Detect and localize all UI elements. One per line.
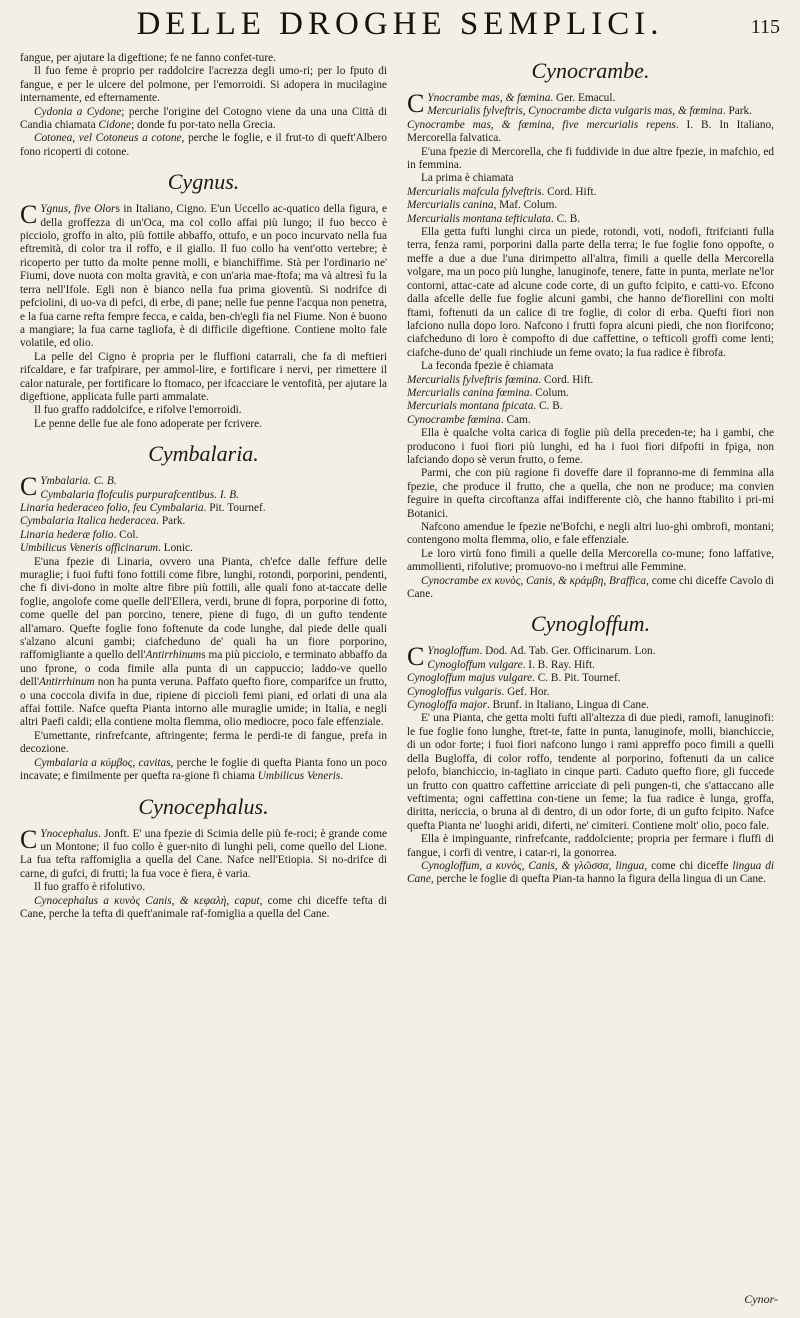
synonym-line: Mercurials montana fpicata. C. B.	[407, 400, 563, 413]
paragraph: Le penne delle fue ale fono adoperate per fcrivere.	[34, 417, 263, 430]
right-column	[407, 52, 774, 887]
paragraph: Le loro virtù fono fimili a quelle della Mercorella co-mune; fono laffative, ammollienti, rifolutive; promuovo-no i meftrui alle Femmine.	[407, 547, 774, 574]
synonym-line: C Ynogloffum. Dod. Ad. Tab. Ger. Officinarum. Lon.	[407, 642, 656, 672]
synonym-line: Cymbalaria Italica hederacea. Park.	[20, 515, 186, 528]
paragraph: Cotonea, vel Cotoneus a cotone, perche le foglie, e il frut-to di queft'Albero fono ricoperti di cotone.	[20, 132, 388, 158]
paragraph: Nafcono amendue le fpezie ne'Bofchi, e negli altri luo-ghi ombrofi, montani; contengono molta flemma, olio, e fale effenziale.	[407, 521, 774, 547]
paragraph: Ella è qualche volta carica di foglie più della preceden-te; ha i gambi, che producono i fuoi fiori più lunghi, ed ha i fuoi fiori difpofti in fpiga, non lafciando dopo sè verun frutto, o feme.	[407, 427, 774, 466]
drop-cap: C	[407, 89, 425, 118]
paragraph: La feconda fpezie è chiamata	[421, 360, 554, 373]
synonym-line: Cymbalaria flofculis purpurafcentibus. I. B.	[40, 488, 239, 501]
paragraph: Cynogloffum, a κυνὸς, Canis, & γλῶσσα, lingua, come chi diceffe lingua di Cane, perche le foglie di quefta Pian-ta hanno la figura della lingua di un Cane.	[407, 859, 774, 886]
paragraph: Ella getta fufti lunghi circa un piede, rotondi, voti, nodofi, ftrifcianti fulla terra, fenza rami, porporini dalla parte della terra; le fue foglie fono oppofte, o meffe a due a due l'una dirimpetto all'altra, fimili a quelle della Mercorella volgare, ma un poco più lunghe, lanuginofe, tenere, fatte in punta, merlate ne'lor contorni, attac-cate ad alcune code corte, di un gufto fcipito, e catti-vo. Efcono dalla afcelle delle fue foglie alcuni gambi, che hanno de'fiorellini con molti ftami, foftenuti da un calice di tre foglie, di color di erba. Quefti fiori non lafciono nulla dopo loro. Nafcono i frutti fopra alcuni piedi, che non fiorifcono; ciafcheduno di loro è compofto di due caffettine, o tefticoli groffi come lenti; ciafche-duno de' quali rinchiude un feme ovato; la fua radice è fibrofa.	[407, 226, 774, 359]
paragraph: Cynocephalus a κυνὸς Canis, & κεφαλὴ, caput, come chi diceffe tefta di Cane, perche la tefta di queft'animale raf-fomiglia a quella del Cane.	[20, 894, 387, 920]
synonym-line: Cynocrambe fœmina. Cam.	[407, 413, 531, 426]
synonym-line: Mercurialis mafcula fylveftris. Cord. Hift.	[407, 185, 597, 198]
paragraph: E'una fpezie di Mercorella, che fi fuddivide in due altre fpezie, in mafchio, ed in femmina.	[407, 145, 774, 172]
paragraph: Il fuo feme è proprio per raddolcire l'acrezza degli umo-ri; per lo fputo di fangue, e per le ulcere del polmone, per l'emorroidi. Si adopera in mucilagine internamente, ed efternamente.	[20, 65, 387, 105]
drop-cap: C	[20, 472, 38, 502]
running-title: DELLE DROGHE SEMPLICI.	[136, 6, 664, 42]
synonym-line: Cynogloffum vulgare. I. B. Ray. Hift.	[427, 658, 596, 671]
paragraph: C Ynocephalus. Jonft. E' una fpezie di Scimia delle più fe-roci; è grande come un Montone; il fuo collo è guer-nito di lunghi peli, come quello del Lione. La fua tefta raffomiglia a quella del Cane. Nafce nell'Etiopia. Si no-drifce di carne, di gufci, di frutti; la fua voce è fiera, è varia.	[20, 824, 387, 880]
synonym-line: C Ymbalaria. C. B.	[20, 472, 117, 502]
synonym-line: Linaria hederæ folio. Col.	[20, 528, 139, 541]
paragraph: C Ygnus, five Olors in Italiano, Cigno. E'un Uccello ac-quatico della figura, e della groffezza di un'Oca, ma col collo affai più lungo; il fuo becco è picciolo, groffo in alto, più fottile abbaffo, ottufo, e un poco incurvato nella fua eftremità, di color tra il roffo, e il giallo. Il fuo collo ha vent'otto vertebre; è ricoperto per tutto da molte penne molli, e bianchiffime. Stà per l'ordinario ne' Fiumi, dove nuota con molta gravità, e con un'aria mae-ftofa; ma và altresì fu la terra nell'Ifole. Egli non è bianco nella fua prima gioventù. Si nodrifce di pefciolini, di uo-va di pefci, di erbe, di pane; nelle fue penne l'acqua non penetra, e la fua carne refta fempre fecca, e calda, ben-ch'egli fia nel Fiume. Non è buono a mangiare; la fua carne tagliofa, è di difficile digeftione. Contiene molto fale volatile, ed olio.	[20, 200, 387, 350]
synonym-line: Umbilicus Veneris officinarum. Lonic.	[20, 542, 193, 555]
entry-heading-cynocephalus: Cynocephalus.	[138, 793, 269, 819]
catchword: Cynor-	[744, 1292, 778, 1306]
paragraph: Cynocrambe ex κυνὸς, Canis, & κράμβη, Braffica, come chi diceffe Cavolo di Cane.	[407, 574, 774, 601]
paragraph: Il fuo graffo è rifolutivo.	[34, 881, 146, 894]
paragraph: Cymbalaria a κύμβος, cavitas, perche le foglie di quefta Pianta fono un poco incavate; e fimilmente per quefta ra-gione fi chiama Umbilicus Veneris.	[20, 756, 387, 783]
entry-heading-cynocrambe: Cynocrambe.	[531, 58, 650, 83]
page-number: 115	[750, 16, 780, 38]
drop-cap: C	[20, 200, 38, 230]
synonym-line: Cynocrambe mas, & fœmina, five mercurialis repens. I. B. In Italiano, Mercorella falvatica.	[407, 118, 774, 145]
synonym-line: Mercurialis fylveftris, Cynocrambe dicta vulgaris mas, & fœmina. Park.	[427, 105, 752, 118]
synonym-line: Mercurialis canina, Maf. Colum.	[407, 199, 558, 212]
paragraph: Il fuo graffo raddolcifce, e rifolve l'emorroidi.	[34, 404, 242, 417]
paragraph: Ella è impinguante, rinfrefcante, raddolciente; propria per fermare i fluffi di fangue, i corfi di ventre, i catar-ri, la gonorrea.	[407, 833, 774, 859]
synonym-line: Mercurialis montana tefticulata. C. B.	[407, 212, 581, 225]
drop-cap: C	[20, 824, 38, 854]
running-head	[0, 6, 800, 46]
paragraph: E' una Pianta, che getta molti fufti all'altezza di due piedi, ramofi, lanuginofi: le fue foglie fono lunghe, ftret-te, fatte in punta, lanuginofe, molli, bianchiccie, di un odor forte; i fuoi fiori nafcono lungo i rami appreffo poco fimili a quelli della Bugloffa, di color roffo, tendente al porporino, foftenuti da un calice pelofo, bianchiccio, in-tagliato in cinque parti. Caduto quefto fiore, gli fuccede un frutto con quattro caffettine arricciate di peli pungen-ti, che s'attaccano alle veftimenta; ogni caffettina con-tiene un feme; la fua radice è lunga, groffa, diritta, nericcia, o bruna al di dentro, di un odor forte, di un gufto fcipito. Nafce quefta Pianta ne' luoghi aridi, diferti, ne' cimiteri. Contiene molt' olio, poco fale.	[407, 712, 774, 832]
paragraph: fangue, per ajutare la digeftione; fe ne fanno confet-ture.	[20, 52, 276, 64]
paragraph: La prima è chiamata	[421, 172, 514, 185]
paragraph: Parmi, che con più ragione fi doveffe dare il fopranno-me di femmina alla fpezie, che produce il frutto, che a quella, che non ne produce; ma convien feguire in quefta circoftanza affai indifferente ciò, che hanno ftabilito i pri-mi Botanici.	[407, 467, 774, 520]
entry-heading-cynoglossum: Cynogloffum.	[530, 611, 651, 637]
synonym-line: Cynogloffa major. Brunf. in Italiano, Lingua di Cane.	[407, 699, 649, 712]
paragraph: E'umettante, rinfrefcante, aftringente; ferma le perdi-te di fangue, prefa in decozione.	[20, 729, 387, 756]
drop-cap: C	[407, 642, 425, 672]
synonym-line: Cynogloffum majus vulgare. C. B. Pit. Tournef.	[407, 672, 621, 685]
entry-heading-cymbalaria: Cymbalaria.	[148, 441, 259, 467]
synonym-line: Mercurialis canina fœmina. Colum.	[407, 386, 569, 399]
synonym-line: Mercurialis fylveftris fœmina. Cord. Hift.	[407, 373, 594, 386]
synonym-line: C Ynocrambe mas, & fœmina. Ger. Emacul.	[407, 89, 616, 118]
synonym-line: Linaria hederaceo folio, feu Cymbalaria. Pit. Tournef.	[20, 501, 266, 514]
paragraph: E'una fpezie di Linaria, ovvero una Pianta, ch'efce dalle feffure delle muraglie; i fuoi fufti fono fottili come fibre, lunghi, rotondi, porporini, pendenti, che fi divi-dono in molte altre fibre più fottili, alle quali fono at-taccate delle foglie, angolofe come quelle dell'Ellera, verdi, brune di fopra, porporine di fotto, come quelle del pan porcino, tenere, piene di fugo, di un gufto tendente all'amaro. Quefte foglie fono foftenute da code lunghe, dal piede delle quali s'alzano alcuni gambi; ciafcheduno de' quali ha un fiore porporino, raffomigliante a quello dell'Antirrhinums ma più picciolo, e terminato abbaffo da uno fprone, o coda fimile alla punta di un cappuccio; laddo-ve quello dell'Antirrhinum non ha punta veruna. Paffato quefto fiore, comparifce un frutto, o una coccola divifa in due, ripiene di piccioli femi piani, ed orlati di una ala affai fottile. Nafce quefta Pianta intorno alle muraglie umide; in Italia, e negli altri Paefi caldi; ella contiene molta flemma, olio mediocre, poco fale effenziale.	[20, 555, 387, 729]
left-column	[20, 52, 387, 921]
synonym-line: Cynogloffus vulgaris. Gef. Hor.	[407, 685, 550, 698]
paragraph: La pelle del Cigno è propria per le fluffioni catarrali, che fa di meftieri rifcaldare, e far trafpirare, per ammol-lire, e fortificare i nervi, per rimettere il calor naturale, per fortificare lo ftomaco, per ifcacciare le ventofità, per ajutare la digeftione, applicata fulle parti ammalate.	[20, 350, 387, 403]
entry-heading-cygnus: Cygnus.	[167, 169, 240, 195]
paragraph: Cydonia a Cydone; perche l'origine del Cotogno viene da una una Città di Candia chiamata Cidone; donde fu por-tato nella Grecia.	[20, 105, 387, 132]
